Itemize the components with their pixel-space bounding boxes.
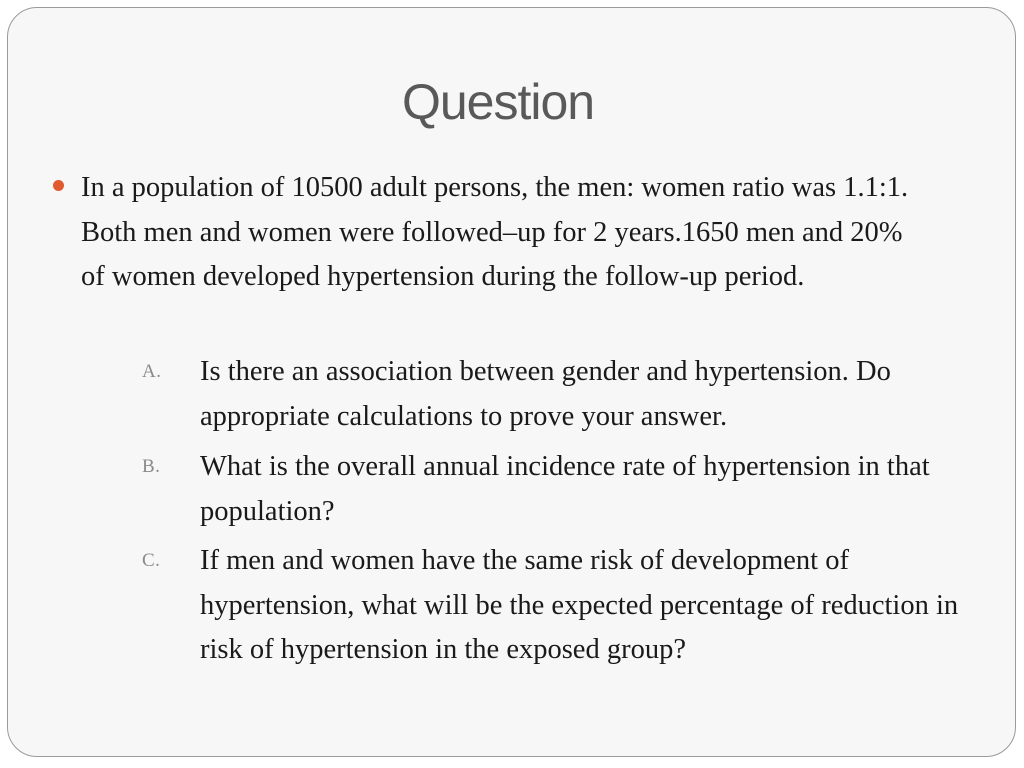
slide-title: Question <box>401 74 595 130</box>
bullet-dot-icon <box>53 180 64 191</box>
main-bullet-text: In a population of 10500 adult persons, the men: women ratio was 1.1:1. Both men and women were followed–up for 2 years.1650 men and 20% of women developed hypertension during the follow-up period. <box>81 172 909 292</box>
sub-question-marker: A. <box>142 361 162 382</box>
sub-question-text: What is the overall annual incidence rate of hypertension in that population? <box>200 451 930 527</box>
sub-question-text: If men and women have the same risk of development of hypertension, what will be the expected percentage of reduction in risk of hypertension in the exposed group? <box>200 545 959 665</box>
sub-question-marker: B. <box>142 456 161 477</box>
sub-question-text: Is there an association between gender and hypertension. Do appropriate calculations to prove your answer. <box>200 356 891 432</box>
sub-question-marker: C. <box>142 550 161 571</box>
